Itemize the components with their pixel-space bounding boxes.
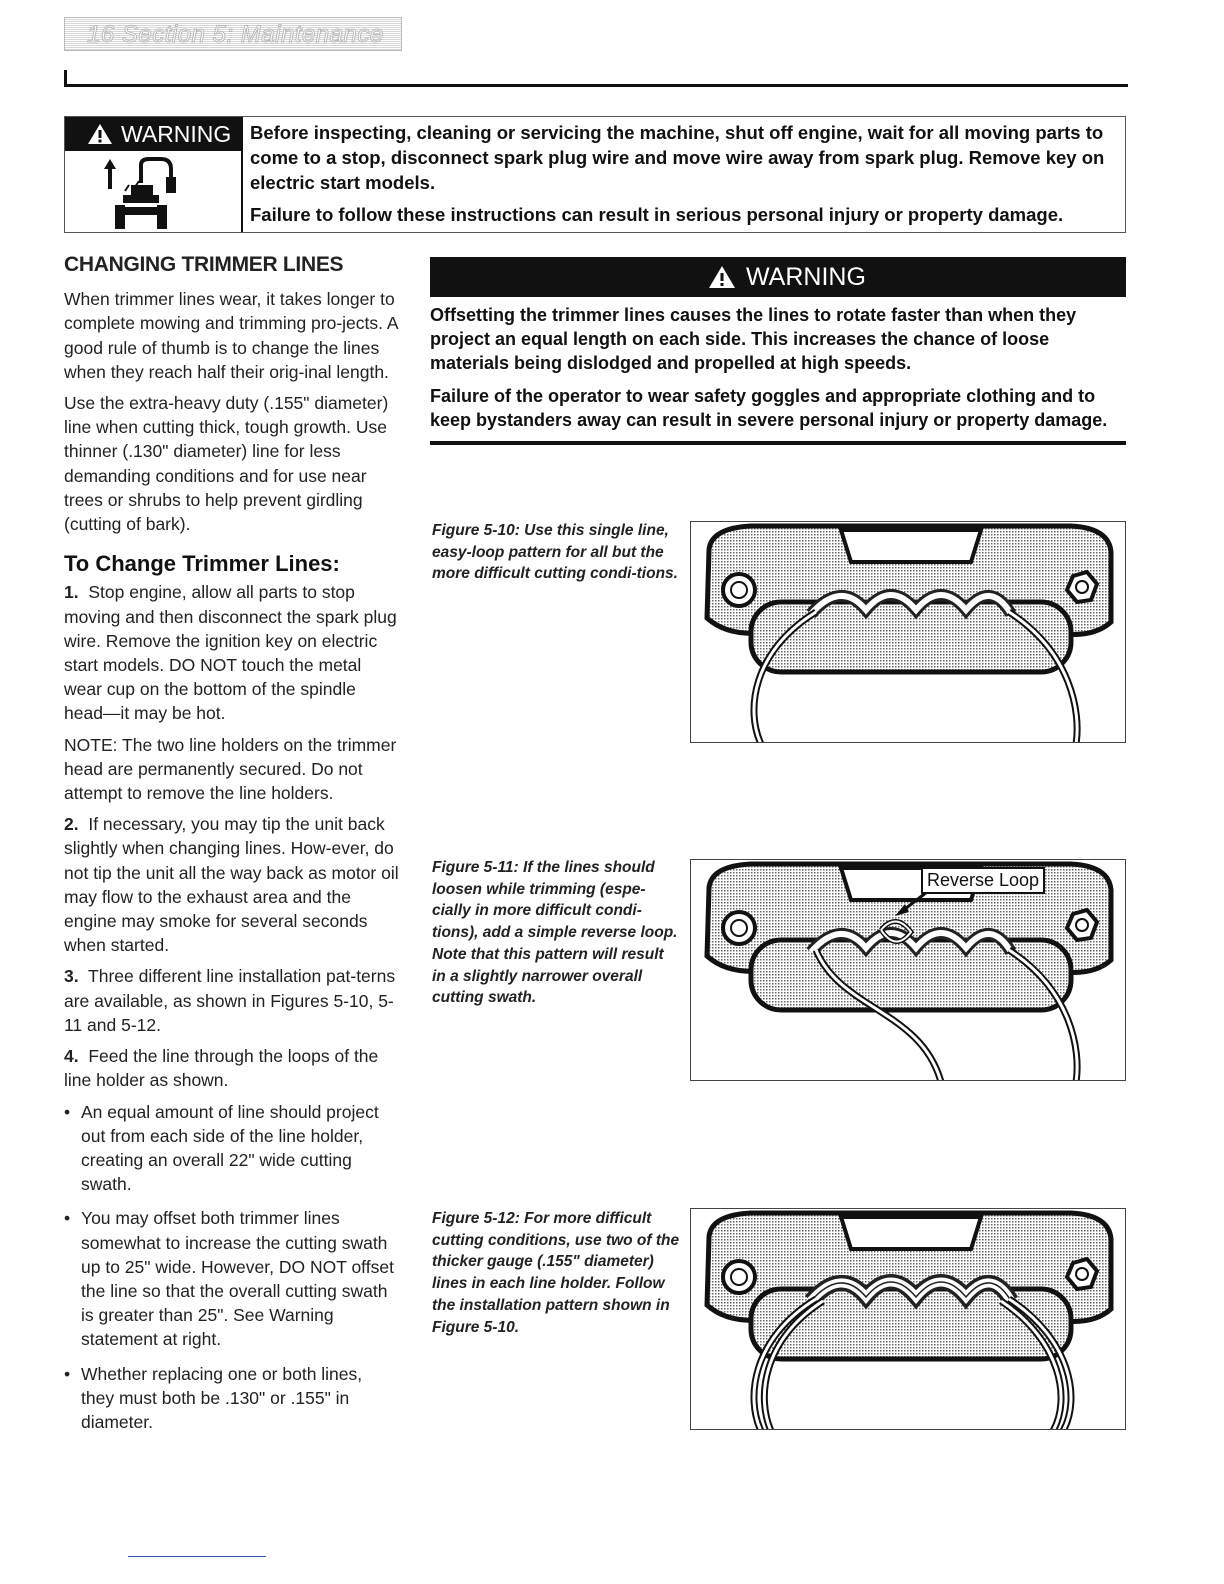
- step-number: 1.: [64, 582, 79, 603]
- section-heading: CHANGING TRIMMER LINES: [64, 253, 344, 276]
- step-4: [64, 1044, 399, 1092]
- warning-right-p1: Offsetting the trimmer lines causes the lines to rotate faster than when they project an equal length on each side. This increases the chance of loose materials being dislodged and propelled at high speeds.: [430, 305, 1077, 373]
- step-number: 4.: [64, 1046, 79, 1067]
- figure-5-12-image: [690, 1208, 1126, 1430]
- warning-triangle-icon: [87, 123, 113, 145]
- warning-header: [430, 257, 1126, 297]
- paragraph-line-wear: When trimmer lines wear, it takes longer to complete mowing and trimming pro-jects. A good rule of thumb is to change the lines when they reach half their orig-inal length.: [64, 289, 398, 382]
- warning-box-right: [430, 257, 1126, 445]
- warning-label-panel: [65, 117, 243, 232]
- bullet-item: • Whether replacing one or both lines, they must both be .130" or .155" in diameter.: [64, 1362, 399, 1435]
- bullet-item: • You may offset both trimmer lines somewhat to increase the cutting swath up to 25" wide. However, DO NOT offset the line so that the overall cutting swath is greater than 25". See Warning statement at right.: [64, 1206, 399, 1351]
- step-text: Feed the line through the loops of the line holder as shown.: [64, 1046, 379, 1091]
- figure-caption-5-11: Figure 5-11: If the lines should loosen while trimming (espe-cially in more difficult condi-tions), add a simple reverse loop. Note that this pattern will result in a slightly narrower overall cutting swath.: [432, 859, 678, 1007]
- section-title: 16 Section 5: Maintenance: [87, 21, 384, 48]
- warning-header: [65, 117, 241, 151]
- step-number: 3.: [64, 966, 79, 987]
- step-number: 2.: [64, 814, 79, 835]
- warning-top-text: [250, 120, 1120, 227]
- warning-label: WARNING: [121, 121, 232, 147]
- spark-plug-disconnect-icon: [95, 157, 215, 229]
- step-text: If necessary, you may tip the unit back slightly when changing lines. How-ever, do not tip the unit all the way back as motor oil may flow to the exhaust area and the engine may smoke for several seconds when started.: [64, 814, 399, 956]
- instructions-column: [64, 253, 399, 1444]
- bullet-list: [64, 1100, 399, 1435]
- figure-5-10-image: [690, 521, 1126, 743]
- warning-top-consequence: Failure to follow these instructions can result in serious personal injury or property damage.: [250, 204, 1064, 225]
- section-header-tab: [64, 17, 402, 51]
- paragraph-line-gauge: Use the extra-heavy duty (.155" diameter) line when cutting thick, tough growth. Use thinner (.130" diameter) line for less demanding conditions and for use near trees or shrubs to help prevent girdling (cutting of bark).: [64, 393, 389, 535]
- warning-top-instruction: Before inspecting, cleaning or servicing the machine, shut off engine, wait for all moving parts to come to a stop, disconnect spark plug wire and move wire away from spark plug. Remove key on electric start models.: [250, 122, 1105, 193]
- warning-box-top: [64, 116, 1126, 233]
- figure-5-11-image: [690, 859, 1126, 1081]
- warning-bottom-rule: [430, 441, 1126, 445]
- callout-label: Reverse Loop: [921, 867, 1045, 894]
- step-text: Three different line installation pat-terns are available, as shown in Figures 5-10, 5-11 and 5-12.: [64, 966, 396, 1035]
- figure-caption-5-12: Figure 5-12: For more difficult cutting conditions, use two of the thicker gauge (.155" diameter) lines in each line holder. Follow the installation pattern shown in Figure 5-10.: [432, 1210, 680, 1336]
- step-2: [64, 812, 399, 957]
- line-holder-illustration: [691, 522, 1126, 743]
- warning-right-p2: Failure of the operator to wear safety goggles and appropriate clothing and to keep bystanders away can result in severe personal injury or property damage.: [430, 386, 1108, 430]
- subheading: To Change Trimmer Lines:: [64, 551, 340, 577]
- step-1: [64, 580, 399, 725]
- warning-triangle-icon: [708, 265, 736, 289]
- figure-caption-5-10: Figure 5-10: Use this single line, easy-loop pattern for all but the more difficult cutting condi-tions.: [432, 522, 678, 583]
- step-3: [64, 964, 399, 1037]
- line-holder-double-line-illustration: [691, 1209, 1126, 1430]
- line-holder-reverse-loop-illustration: [691, 860, 1126, 1081]
- warning-right-text: [430, 303, 1126, 432]
- header-rule: [64, 84, 1128, 87]
- note: NOTE: The two line holders on the trimmer head are permanently secured. Do not attempt to remove the line holders.: [64, 734, 397, 804]
- bullet-item: • An equal amount of line should project out from each side of the line holder, creating an overall 22" wide cutting swath.: [64, 1100, 399, 1197]
- step-text: Stop engine, allow all parts to stop moving and then disconnect the spark plug wire. Remove the ignition key on electric start models. DO NOT touch the metal wear cup on the bottom of the spindle head—it may be hot.: [64, 582, 397, 724]
- warning-label: WARNING: [746, 263, 866, 291]
- footer-rule: [128, 1556, 266, 1557]
